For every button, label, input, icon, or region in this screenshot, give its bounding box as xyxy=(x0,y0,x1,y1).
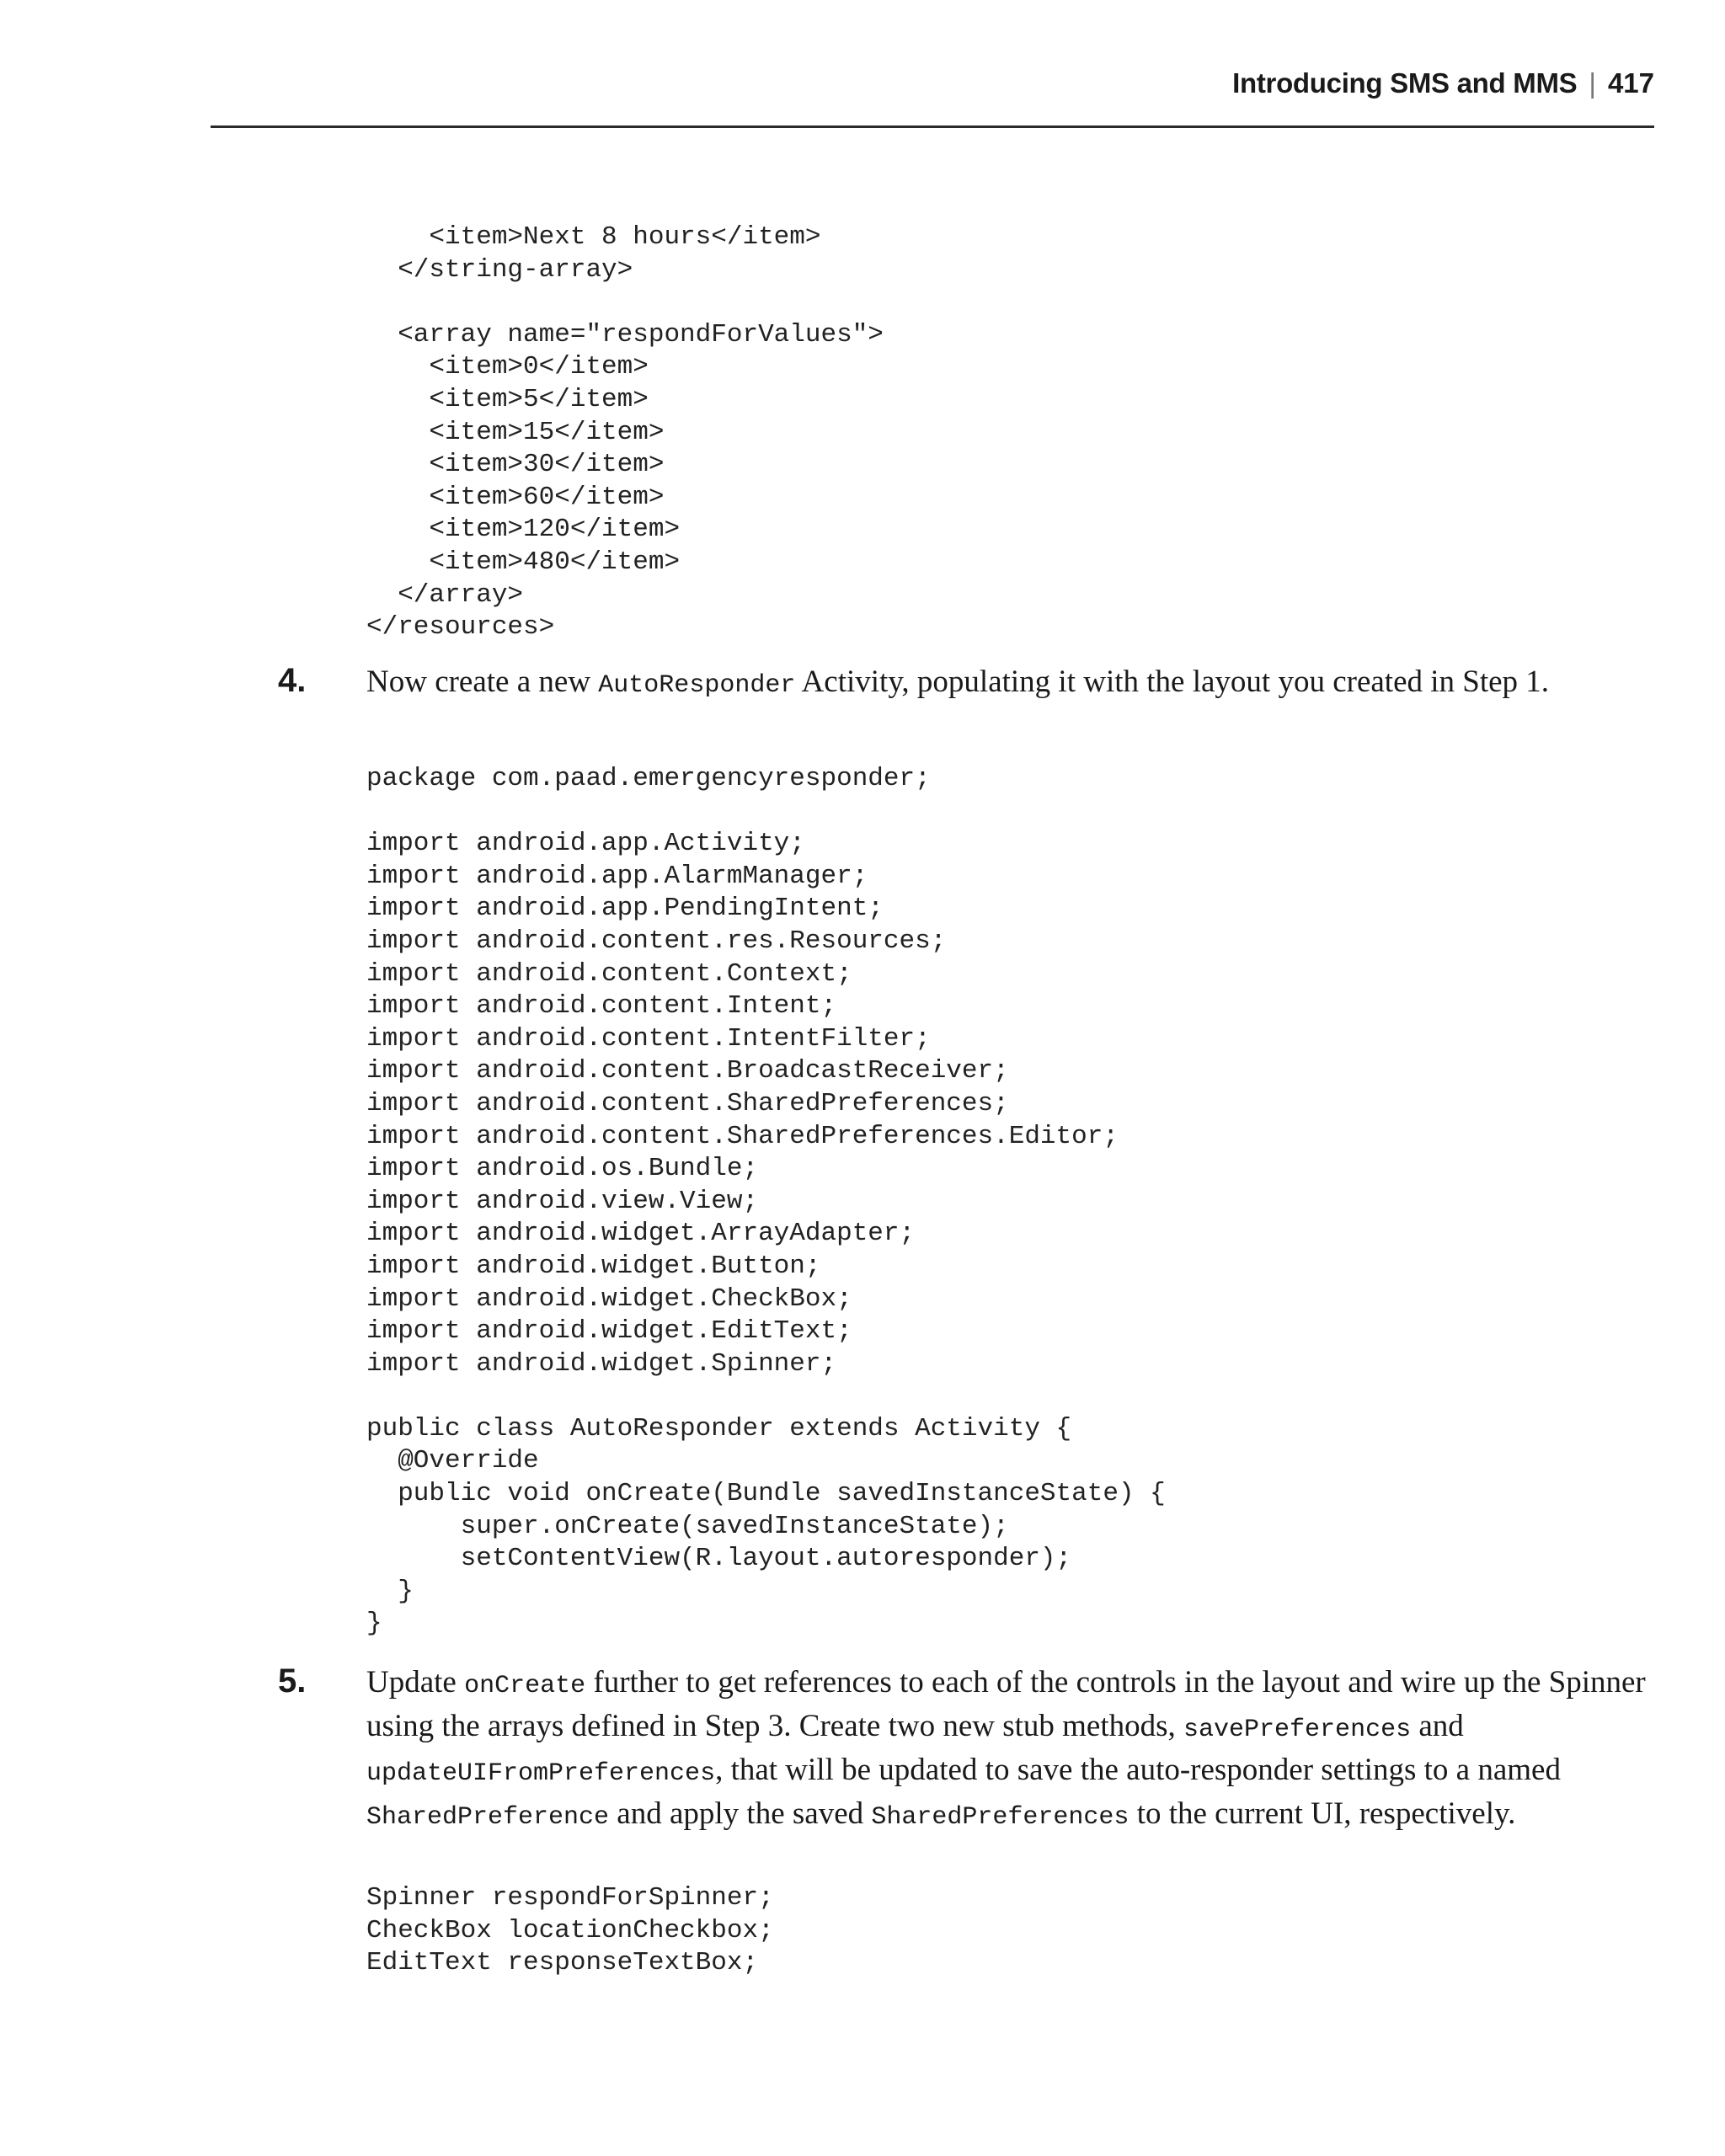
code-block-xml-resources: <item>Next 8 hours</item> </string-array> <array name="respondForValues"> <item>0</item> <item>5</item> <item>15</item> <item>30</item> <item>60</item> <item>120</item> <item>480</item> </array> </resources> xyxy=(366,222,884,643)
step-text-part: and xyxy=(1411,1709,1464,1743)
code-block-field-declarations: Spinner respondForSpinner; CheckBox locationCheckbox; EditText responseTextBox; xyxy=(366,1883,774,1978)
step-text-part: to the current UI, respectively. xyxy=(1129,1796,1516,1831)
inline-code: updateUIFromPreferences xyxy=(366,1759,716,1788)
header-right xyxy=(1232,67,1654,99)
step-text-part: , that will be updated to save the auto-responder settings to a named xyxy=(715,1753,1561,1787)
step-text-part: Update xyxy=(366,1665,465,1700)
inline-code: savePreferences xyxy=(1183,1716,1412,1744)
running-header xyxy=(211,64,1654,128)
step-text-part: and apply the saved xyxy=(609,1796,872,1831)
code-block-java-activity: package com.paad.emergencyresponder; import android.app.Activity; import android.app.AlarmManager; import android.app.PendingIntent; import android.content.res.Resources; import android.content.Context; import android.content.Intent; import android.content.IntentFilter; import android.content.BroadcastReceiver; import android.content.SharedPreferences; import android.content.SharedPreferences.Editor; import android.os.Bundle; import android.view.View; import android.widget.ArrayAdapter; import android.widget.Button; import android.widget.CheckBox; import android.widget.EditText; import android.widget.Spinner; public class AutoResponder extends Activity { @Override public void onCreate(Bundle savedInstanceState) { super.onCreate(savedInstanceState); setContentView(R.layout.autoresponder); } } xyxy=(366,764,1166,1639)
header-separator: | xyxy=(1589,67,1596,99)
inline-code: onCreate xyxy=(464,1672,586,1700)
step-number: 4. xyxy=(278,662,307,699)
step-text xyxy=(366,662,1655,706)
chapter-title: Introducing SMS and MMS xyxy=(1232,67,1578,99)
step-text-part: Now create a new xyxy=(366,664,599,699)
inline-code: SharedPreferences xyxy=(871,1803,1130,1832)
inline-code: SharedPreference xyxy=(366,1803,610,1832)
inline-code: AutoResponder xyxy=(598,671,796,700)
step-text xyxy=(366,1662,1655,1838)
step-number: 5. xyxy=(278,1662,307,1700)
page-number: 417 xyxy=(1607,67,1654,99)
step-text-part: further to get references to each of the controls in the layout and wire up the Spinner using the arrays defined in Step 3. Create two new stub methods, xyxy=(366,1665,1646,1743)
step-text-part: Activity, populating it with the layout you created in Step 1. xyxy=(795,664,1550,699)
